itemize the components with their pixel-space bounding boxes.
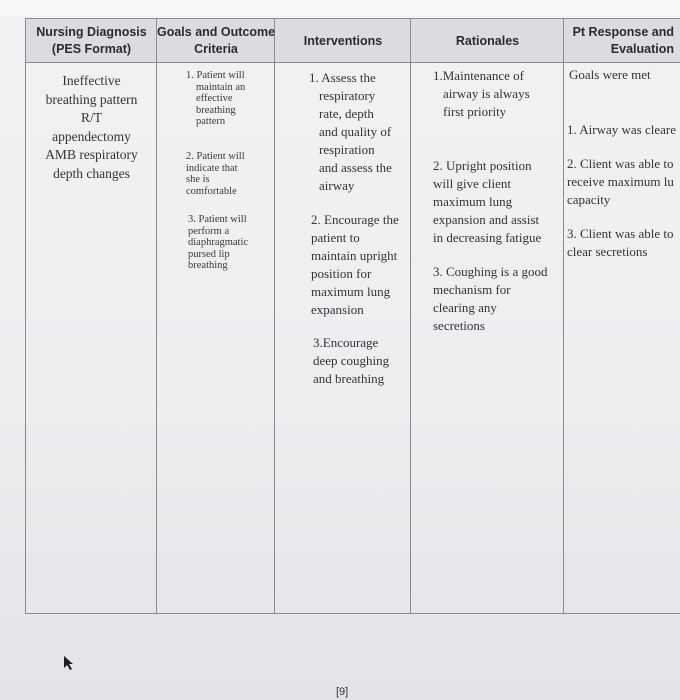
rationale-1: [433, 67, 563, 121]
goal-2: [186, 151, 276, 197]
rationale-line: 1.Maintenance of: [433, 68, 524, 83]
evaluation-summary: [569, 66, 680, 84]
header-interventions: [275, 19, 411, 63]
rationale-line: will give client: [433, 176, 511, 191]
intervention-line: maintain upright: [311, 248, 398, 263]
evaluation-summary-text: Goals were met: [569, 67, 651, 82]
intervention-line: position for: [311, 266, 372, 281]
intervention-line: and breathing: [313, 371, 385, 386]
goal-line: effective: [196, 93, 233, 104]
goal-3: [188, 214, 278, 272]
rationale-line: expansion and assist: [433, 212, 540, 227]
rationale-line: secretions: [433, 318, 485, 333]
intervention-line: respiration: [319, 142, 375, 157]
rationale-line: maximum lung: [433, 194, 513, 209]
goal-line: 1. Patient will: [186, 70, 245, 81]
page-top-strip: [0, 0, 680, 16]
evaluation-line: receive maximum lu: [567, 174, 674, 189]
intervention-1: [309, 69, 409, 195]
rationale-line: first priority: [443, 104, 507, 119]
intervention-line: expansion: [311, 302, 364, 317]
intervention-line: 3.Encourage: [313, 335, 379, 350]
page-number: [9]: [336, 686, 349, 698]
evaluation-item-3: [567, 225, 680, 261]
rationale-line: 2. Upright position: [433, 158, 532, 173]
goal-line: pattern: [196, 116, 226, 127]
header-evaluation: [564, 19, 674, 63]
goal-line: breathing: [196, 104, 236, 116]
intervention-line: and quality of: [319, 124, 392, 139]
diagnosis-line: AMB respiratory: [45, 147, 138, 162]
diagnosis-line: appendectomy: [52, 128, 131, 144]
header-nursing-diagnosis: [26, 19, 157, 63]
evaluation-line: 3. Client was able to: [567, 226, 674, 241]
rationale-2: [433, 157, 563, 247]
intervention-line: 2. Encourage the: [311, 212, 399, 227]
header-evaluation-line2: Evaluation: [610, 42, 674, 56]
header-diagnosis-line2: (PES Format): [51, 42, 132, 56]
intervention-line: airway: [319, 178, 355, 193]
evaluation-item-2: [567, 155, 680, 209]
goal-line: comfortable: [186, 185, 237, 197]
rationale-line: clearing any: [433, 300, 497, 315]
intervention-3: [313, 334, 413, 388]
care-plan-table: [25, 18, 680, 614]
rationale-3: [433, 263, 563, 335]
intervention-line: patient to: [311, 230, 360, 245]
header-interventions-line1: Interventions: [303, 33, 383, 48]
mouse-pointer-icon: [62, 655, 76, 671]
diagnosis-line: breathing pattern: [45, 91, 138, 107]
goal-line: perform a: [188, 225, 230, 237]
intervention-line: maximum lung: [311, 284, 391, 299]
evaluation-item-1: [567, 121, 680, 139]
header-goals-line1: Goals and Outcome: [157, 25, 276, 39]
header-rationales: [411, 19, 564, 63]
intervention-line: respiratory: [319, 88, 376, 103]
intervention-line: rate, depth: [319, 106, 374, 121]
goal-line: pursed lip: [188, 248, 230, 260]
rationale-line: airway is always: [443, 86, 530, 101]
rationale-line: mechanism for: [433, 282, 511, 297]
header-goals: [157, 19, 275, 63]
goal-line: diaphragmatic: [188, 237, 249, 248]
intervention-2: [311, 211, 411, 319]
rationale-line: 3. Coughing is a good: [433, 264, 548, 279]
evaluation-line: capacity: [567, 192, 611, 207]
goal-line: 2. Patient will: [186, 151, 245, 162]
goal-line: indicate that: [186, 162, 238, 174]
intervention-line: deep coughing: [313, 353, 390, 368]
diagnosis-line: depth changes: [53, 165, 130, 181]
header-goals-line2: Criteria: [194, 42, 238, 56]
evaluation-line: 1. Airway was cleare: [567, 122, 677, 137]
evaluation-line: clear secretions: [567, 244, 648, 259]
header-diagnosis-line1: Nursing Diagnosis: [36, 25, 147, 39]
header-evaluation-line1: Pt Response and: [572, 25, 674, 39]
goal-line: breathing: [188, 260, 228, 271]
intervention-line: 1. Assess the: [309, 70, 376, 85]
header-rationales-line1: Rationales: [455, 33, 520, 48]
goal-line: maintain an: [196, 81, 246, 93]
evaluation-line: 2. Client was able to: [567, 156, 674, 171]
goal-line: she is: [186, 174, 210, 185]
goal-1: [186, 70, 276, 128]
goal-line: 3. Patient will: [188, 214, 247, 225]
diagnosis-line: Ineffective: [62, 73, 121, 88]
diagnosis-cell: [28, 72, 155, 183]
intervention-line: and assess the: [319, 160, 392, 175]
diagnosis-line: R/T: [80, 110, 102, 125]
rationale-line: in decreasing fatigue: [433, 230, 542, 245]
